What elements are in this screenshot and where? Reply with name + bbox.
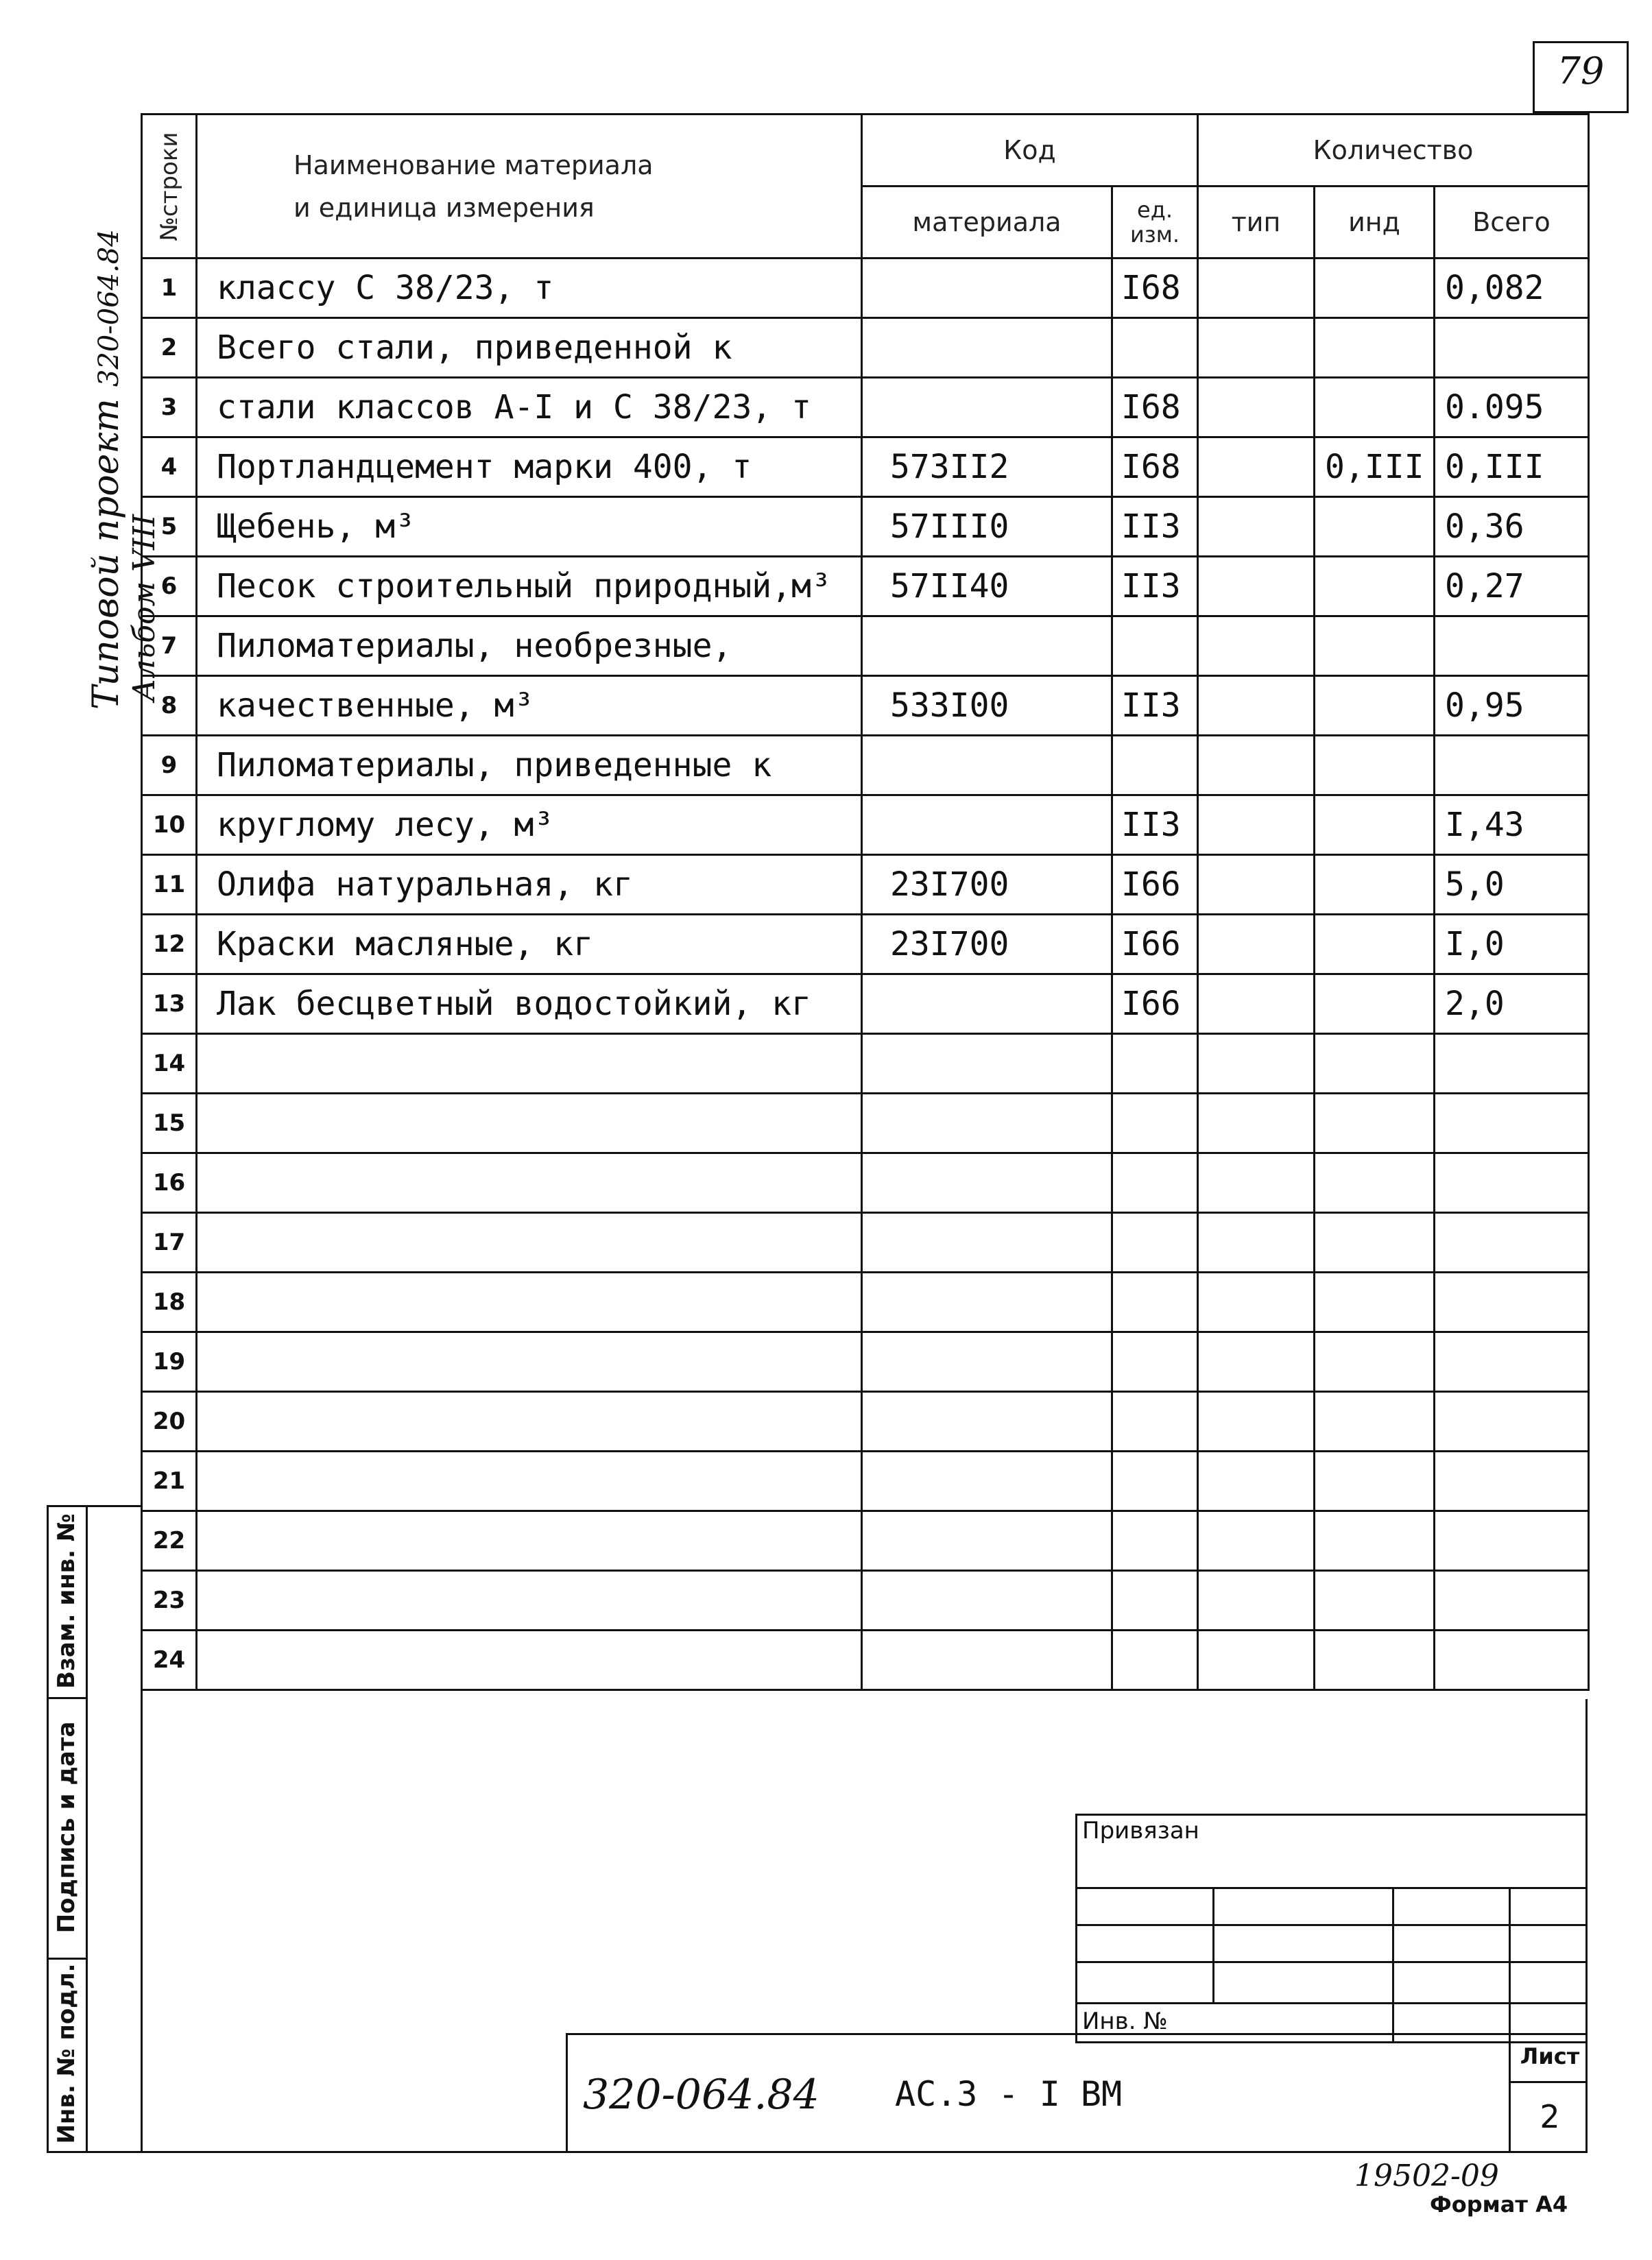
unit-code-cell: II3 [1112, 557, 1198, 616]
material-name-cell [197, 1571, 862, 1631]
row-number-cell: 2 [142, 318, 197, 378]
unit-code-cell [1112, 1153, 1198, 1213]
qty-ind-cell [1315, 1213, 1435, 1273]
material-code-cell [862, 1273, 1112, 1332]
row-number-cell: 20 [142, 1392, 197, 1452]
qty-type-cell [1198, 1094, 1315, 1153]
qty-type-cell [1198, 259, 1315, 318]
material-name-cell: Краски масляные, кг [197, 915, 862, 974]
material-code-cell [862, 259, 1112, 318]
material-name-cell [197, 1094, 862, 1153]
unit-code-cell [1112, 1273, 1198, 1332]
footer-format: Формат А4 [1430, 2191, 1568, 2217]
unit-code-cell [1112, 736, 1198, 795]
material-code-cell [862, 1392, 1112, 1452]
qty-total-cell: 2,0 [1435, 974, 1589, 1034]
doc-code: АС.3 - I ВМ [895, 2074, 1123, 2114]
qty-total-cell: 0,III [1435, 437, 1589, 497]
qty-ind-cell [1315, 736, 1435, 795]
qty-type-cell [1198, 497, 1315, 557]
row-number-cell: 7 [142, 616, 197, 676]
row-number-cell: 10 [142, 795, 197, 855]
row-number-cell: 3 [142, 378, 197, 437]
frame-bottom-left-v [141, 1699, 143, 2153]
material-name-cell [197, 1273, 862, 1332]
qty-ind-cell [1315, 259, 1435, 318]
material-code-cell [862, 1332, 1112, 1392]
qty-type-cell [1198, 915, 1315, 974]
row-number-cell: 15 [142, 1094, 197, 1153]
row-number-cell: 18 [142, 1273, 197, 1332]
material-name-cell: Лак бесцветный водостойкий, кг [197, 974, 862, 1034]
unit-code-cell [1112, 1631, 1198, 1690]
row-number-cell: 17 [142, 1213, 197, 1273]
qty-total-cell [1435, 736, 1589, 795]
unit-code-cell [1112, 1094, 1198, 1153]
material-name-cell: классу С 38/23, т [197, 259, 862, 318]
materials-table [141, 113, 1590, 1691]
qty-ind-cell [1315, 1332, 1435, 1392]
unit-code-cell [1112, 616, 1198, 676]
table-row [142, 736, 1589, 795]
qty-type-cell [1198, 795, 1315, 855]
material-code-cell [862, 318, 1112, 378]
table-row [142, 915, 1589, 974]
material-code-cell [862, 974, 1112, 1034]
qty-total-cell [1435, 1094, 1589, 1153]
unit-code-cell: I66 [1112, 974, 1198, 1034]
qty-ind-cell [1315, 1094, 1435, 1153]
material-name-cell: Щебень, м³ [197, 497, 862, 557]
qty-ind-cell [1315, 497, 1435, 557]
qty-ind-cell [1315, 676, 1435, 736]
qty-type-cell [1198, 855, 1315, 915]
material-name-cell [197, 1034, 862, 1094]
table-row [142, 1094, 1589, 1153]
row-number-cell: 13 [142, 974, 197, 1034]
privyazan-vline-2 [1392, 1887, 1394, 2043]
qty-total-cell: 5,0 [1435, 855, 1589, 915]
qty-type-cell [1198, 736, 1315, 795]
qty-ind-cell [1315, 915, 1435, 974]
table-row [142, 1153, 1589, 1213]
row-number-cell: 14 [142, 1034, 197, 1094]
row-number-cell: 24 [142, 1631, 197, 1690]
table-row [142, 1571, 1589, 1631]
qty-total-cell [1435, 1034, 1589, 1094]
table-row [142, 557, 1589, 616]
footer-archive-number: 19502-09 [1354, 2159, 1499, 2193]
qty-type-cell [1198, 1511, 1315, 1571]
qty-type-cell [1198, 437, 1315, 497]
table-row [142, 855, 1589, 915]
material-code-cell [862, 1511, 1112, 1571]
material-name-cell [197, 1511, 862, 1571]
qty-ind-cell [1315, 1392, 1435, 1452]
table-row [142, 1034, 1589, 1094]
material-name-cell [197, 1153, 862, 1213]
qty-total-cell [1435, 1213, 1589, 1273]
doc-number-handwritten: 320-064.84 [583, 2071, 819, 2119]
row-number-cell: 5 [142, 497, 197, 557]
qty-ind-cell [1315, 1034, 1435, 1094]
qty-ind-cell [1315, 378, 1435, 437]
qty-ind-cell [1315, 1571, 1435, 1631]
qty-total-cell: 0,27 [1435, 557, 1589, 616]
side-stamp-divider-v [86, 1505, 88, 2153]
material-code-cell [862, 378, 1112, 437]
table-row [142, 1213, 1589, 1273]
qty-type-header: тип [1198, 187, 1315, 259]
row-number-cell: 23 [142, 1571, 197, 1631]
margin-note [86, 161, 162, 710]
row-number-cell: 4 [142, 437, 197, 497]
qty-type-cell [1198, 1392, 1315, 1452]
side-stamp-vzam: Взам. инв. № [53, 1513, 80, 1689]
qty-ind-cell [1315, 557, 1435, 616]
qty-type-cell [1198, 557, 1315, 616]
qty-ind-cell [1315, 795, 1435, 855]
sheet-vline [1509, 2033, 1511, 2153]
unit-code-cell [1112, 1571, 1198, 1631]
qty-ind-header: инд [1315, 187, 1435, 259]
qty-type-cell [1198, 1034, 1315, 1094]
unit-code-cell: I66 [1112, 915, 1198, 974]
row-number-cell: 16 [142, 1153, 197, 1213]
qty-type-cell [1198, 1571, 1315, 1631]
materials-rows [142, 259, 1589, 1690]
table-row [142, 1511, 1589, 1571]
qty-type-cell [1198, 1452, 1315, 1511]
material-name-cell [197, 1213, 862, 1273]
qty-ind-cell [1315, 1631, 1435, 1690]
material-name-cell: Пиломатериалы, необрезные, [197, 616, 862, 676]
material-name-cell: Портландцемент марки 400, т [197, 437, 862, 497]
unit-code-cell: I68 [1112, 378, 1198, 437]
unit-code-cell [1112, 1392, 1198, 1452]
unit-code-cell [1112, 1213, 1198, 1273]
table-row [142, 437, 1589, 497]
unit-code-cell: I66 [1112, 855, 1198, 915]
material-code-cell [862, 1034, 1112, 1094]
qty-ind-cell: 0,III [1315, 437, 1435, 497]
unit-code-cell: I68 [1112, 259, 1198, 318]
qty-ind-cell [1315, 318, 1435, 378]
qty-total-cell: I,0 [1435, 915, 1589, 974]
row-number-header: №строки [142, 115, 197, 259]
page-number: 79 [1557, 49, 1605, 93]
qty-type-cell [1198, 1273, 1315, 1332]
qty-total-cell [1435, 1511, 1589, 1571]
unit-code-cell [1112, 1511, 1198, 1571]
qty-type-cell [1198, 1631, 1315, 1690]
qty-total-cell [1435, 1153, 1589, 1213]
margin-note-project: Типовой проект [86, 398, 127, 710]
qty-total-cell [1435, 1332, 1589, 1392]
material-code-cell [862, 1452, 1112, 1511]
unit-code-cell: I68 [1112, 437, 1198, 497]
privyazan-label: Привязан [1082, 1817, 1199, 1844]
material-code-cell: 533I00 [862, 676, 1112, 736]
material-code-cell: 573II2 [862, 437, 1112, 497]
name-header: Наименование материала и единица измерения [197, 115, 862, 259]
row-number-cell: 21 [142, 1452, 197, 1511]
privyazan-vline-3 [1509, 1887, 1511, 2043]
qty-total-cell: I,43 [1435, 795, 1589, 855]
qty-total-cell [1435, 1631, 1589, 1690]
code-material-header: материала [862, 187, 1112, 259]
row-number-cell: 11 [142, 855, 197, 915]
sheet-number: 2 [1540, 2098, 1560, 2135]
qty-type-cell [1198, 378, 1315, 437]
material-name-cell [197, 1631, 862, 1690]
table-row [142, 974, 1589, 1034]
table-row [142, 259, 1589, 318]
row-number-cell: 19 [142, 1332, 197, 1392]
material-code-cell: 23I700 [862, 915, 1112, 974]
qty-type-cell [1198, 616, 1315, 676]
material-name-cell: круглому лесу, м³ [197, 795, 862, 855]
qty-ind-cell [1315, 616, 1435, 676]
qty-total-cell [1435, 1452, 1589, 1511]
qty-total-cell: 0,95 [1435, 676, 1589, 736]
material-code-cell [862, 736, 1112, 795]
unit-code-cell [1112, 1452, 1198, 1511]
material-name-cell: Олифа натуральная, кг [197, 855, 862, 915]
table-row [142, 318, 1589, 378]
material-code-cell: 57II40 [862, 557, 1112, 616]
unit-code-cell [1112, 318, 1198, 378]
table-row [142, 497, 1589, 557]
margin-note-album: Альбом VIII [127, 514, 162, 701]
table-row [142, 795, 1589, 855]
row-number-cell: 1 [142, 259, 197, 318]
privyazan-vline-1 [1212, 1887, 1214, 2002]
row-number-cell: 8 [142, 676, 197, 736]
material-name-cell: стали классов A-I и С 38/23, т [197, 378, 862, 437]
table-row [142, 1332, 1589, 1392]
material-code-cell [862, 1213, 1112, 1273]
qty-ind-cell [1315, 1511, 1435, 1571]
qty-total-cell [1435, 1571, 1589, 1631]
material-name-cell [197, 1332, 862, 1392]
material-code-cell [862, 1094, 1112, 1153]
unit-code-cell: II3 [1112, 676, 1198, 736]
qty-ind-cell [1315, 1452, 1435, 1511]
margin-note-number: 320-064.84 [93, 229, 125, 387]
table-row [142, 378, 1589, 437]
row-number-cell: 12 [142, 915, 197, 974]
qty-total-cell: 0,36 [1435, 497, 1589, 557]
qty-total-header: Всего [1435, 187, 1589, 259]
material-name-cell: качественные, м³ [197, 676, 862, 736]
material-name-cell [197, 1452, 862, 1511]
material-code-cell [862, 1571, 1112, 1631]
qty-total-cell: 0,082 [1435, 259, 1589, 318]
qty-total-cell: 0.095 [1435, 378, 1589, 437]
qty-ind-cell [1315, 855, 1435, 915]
table-row [142, 1273, 1589, 1332]
qty-type-cell [1198, 676, 1315, 736]
unit-code-cell: II3 [1112, 795, 1198, 855]
qty-type-cell [1198, 1153, 1315, 1213]
qty-type-cell [1198, 1213, 1315, 1273]
material-code-cell: 23I700 [862, 855, 1112, 915]
qty-type-cell [1198, 318, 1315, 378]
unit-code-cell [1112, 1034, 1198, 1094]
qty-total-cell [1435, 616, 1589, 676]
code-header: Код [862, 115, 1198, 187]
quantity-header: Количество [1198, 115, 1589, 187]
table-row [142, 676, 1589, 736]
qty-type-cell [1198, 1332, 1315, 1392]
qty-total-cell [1435, 1392, 1589, 1452]
qty-type-cell [1198, 974, 1315, 1034]
qty-total-cell [1435, 1273, 1589, 1332]
material-name-cell [197, 1392, 862, 1452]
table-row [142, 1631, 1589, 1690]
side-stamp-podpis: Подпись и дата [53, 1721, 80, 1934]
code-unit-header: ед. изм. [1112, 187, 1198, 259]
row-number-cell: 22 [142, 1511, 197, 1571]
table-row [142, 1452, 1589, 1511]
qty-ind-cell [1315, 1273, 1435, 1332]
table-row [142, 1392, 1589, 1452]
qty-ind-cell [1315, 1153, 1435, 1213]
sheet-label: Лист [1520, 2043, 1580, 2069]
material-code-cell [862, 1631, 1112, 1690]
inv-no-label: Инв. № [1082, 2008, 1168, 2035]
material-code-cell [862, 1153, 1112, 1213]
row-number-cell: 6 [142, 557, 197, 616]
unit-code-cell: II3 [1112, 497, 1198, 557]
material-code-cell: 57III0 [862, 497, 1112, 557]
side-stamp-inv-podl: Инв. № подл. [53, 1963, 80, 2144]
table-row [142, 616, 1589, 676]
material-name-cell: Пиломатериалы, приведенные к [197, 736, 862, 795]
material-code-cell [862, 795, 1112, 855]
sheet-hline [1509, 2081, 1588, 2083]
material-name-cell: Всего стали, приведенной к [197, 318, 862, 378]
qty-total-cell [1435, 318, 1589, 378]
row-number-cell: 9 [142, 736, 197, 795]
material-code-cell [862, 616, 1112, 676]
qty-ind-cell [1315, 974, 1435, 1034]
unit-code-cell [1112, 1332, 1198, 1392]
material-name-cell: Песок строительный природный,м³ [197, 557, 862, 616]
